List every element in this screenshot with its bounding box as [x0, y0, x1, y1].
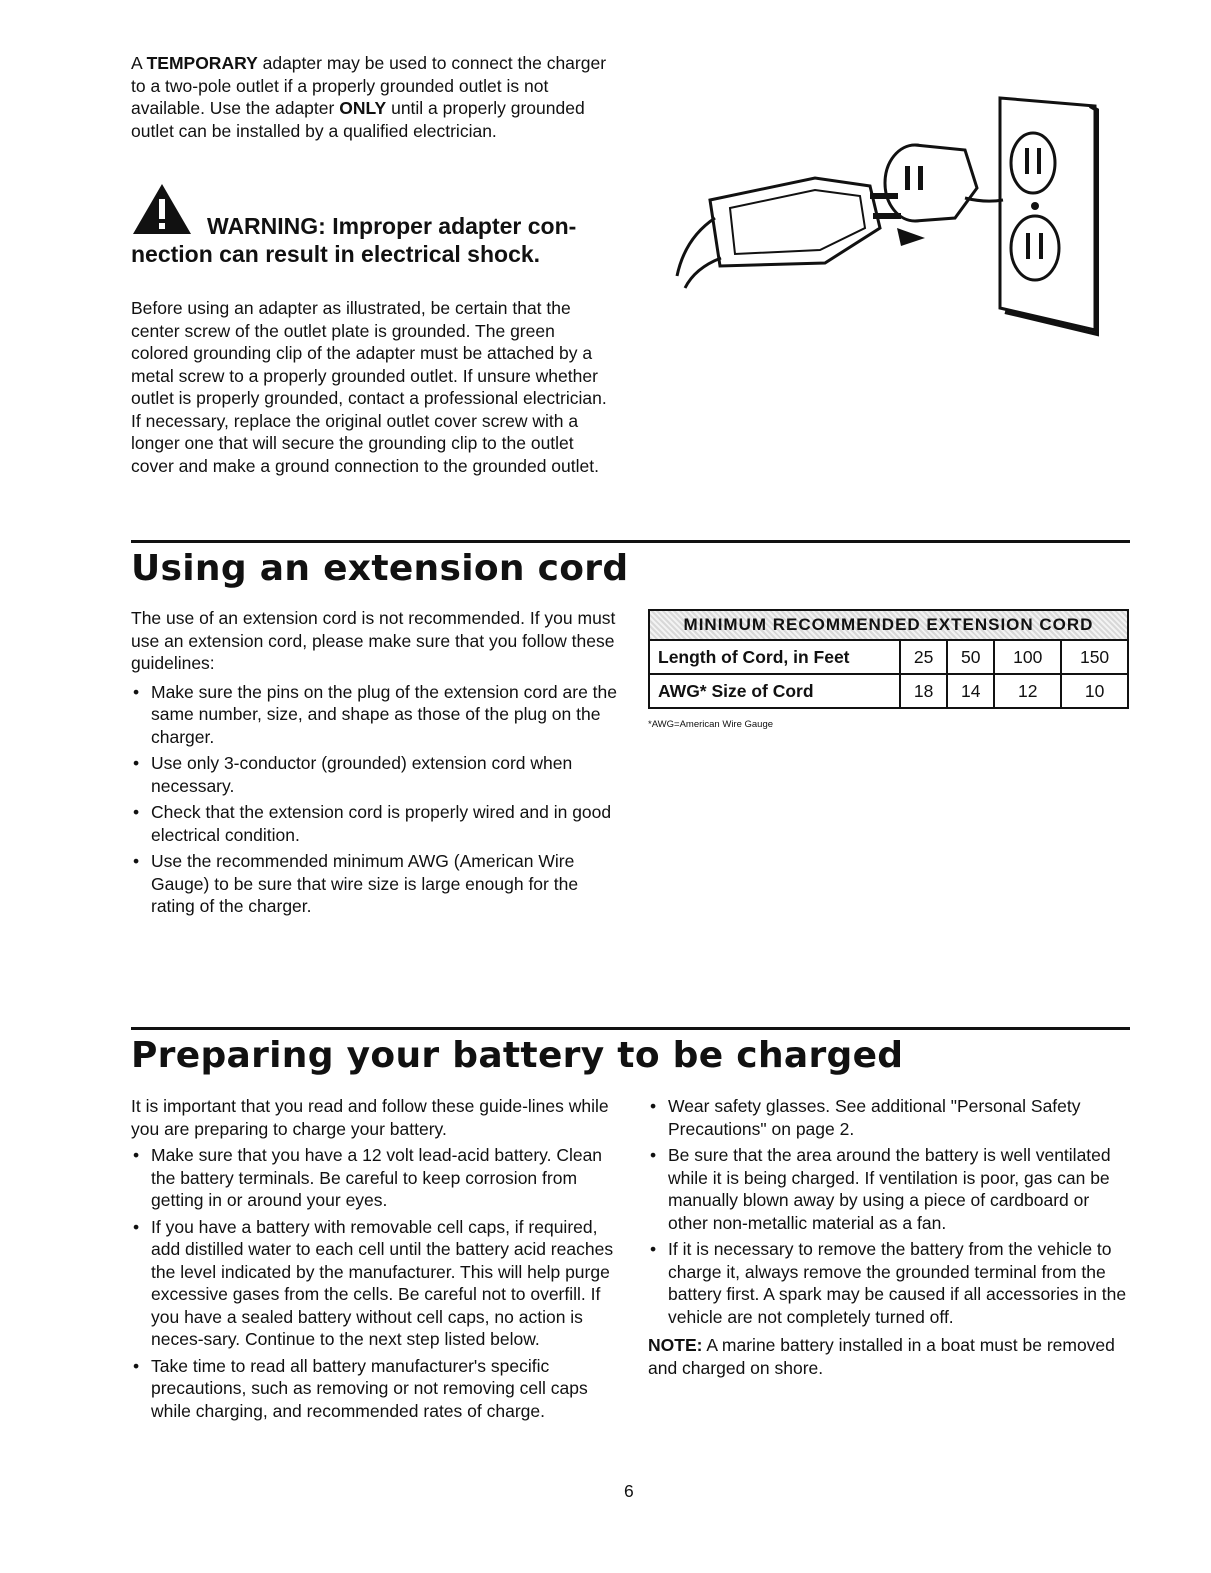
list-item: • Be sure that the area around the battery is well ventilated while it is being charged. If ventilation is poor, gas can be manually blown away by using a piece of cardboard or other non-metallic material as a fan. — [648, 1144, 1128, 1234]
section-divider — [131, 540, 1130, 543]
preparing-list-right — [648, 1095, 1128, 1328]
warning-triangle-icon — [131, 182, 193, 236]
list-item: • Wear safety glasses. See additional "Personal Safety Precautions" on page 2. — [648, 1095, 1128, 1140]
warning-text: WARNING: Improper adapter con-nection can result in electrical shock. — [131, 213, 577, 267]
table-cell: 12 — [994, 674, 1061, 708]
intro-post: until a properly grounded outlet can be installed by a qualified electrician. — [131, 98, 585, 141]
list-item: • Make sure that you have a 12 volt lead-acid battery. Clean the battery terminals. Be careful to keep corrosion from getting in or around your eyes. — [131, 1144, 616, 1212]
intro-pre: A — [131, 53, 147, 73]
list-item: • Take time to read all battery manufacturer's specific precautions, such as removing or not removing cell caps while charging, and recommended rates of charge. — [131, 1355, 616, 1423]
row-label-length: Length of Cord, in Feet — [649, 640, 900, 674]
note-text: A marine battery installed in a boat must be removed and charged on shore. — [648, 1335, 1115, 1378]
table-cell: 14 — [947, 674, 994, 708]
preparing-title: Preparing your battery to be charged — [131, 1035, 904, 1076]
page-number: 6 — [624, 1481, 634, 1501]
list-item: • If you have a battery with removable cell caps, if required, add distilled water to each cell until the battery acid reaches the level indicated by the manufacturer. This will help purge excessive gases from the cells. Be careful not to overfill. If you have a sealed battery without cell caps, no action is neces-sary. Continue to the next step listed below. — [131, 1216, 616, 1351]
extension-guidelines-list — [131, 681, 621, 918]
table-cell: 10 — [1061, 674, 1128, 708]
table-cell: 25 — [900, 640, 947, 674]
row-label-awg: AWG* Size of Cord — [649, 674, 900, 708]
list-item: • If it is necessary to remove the battery from the vehicle to charge it, always remove the grounded terminal from the battery first. A spark may be caused if all accessories in the vehicle are not completely turned off. — [648, 1238, 1128, 1328]
min-extension-cord-table — [648, 609, 1129, 709]
list-item: • Use the recommended minimum AWG (American Wire Gauge) to be sure that wire size is large enough for the rating of the charger. — [131, 850, 621, 918]
extension-title: Using an extension cord — [131, 548, 629, 589]
section-divider — [131, 1027, 1130, 1030]
extension-body — [131, 607, 621, 922]
list-item: • Check that the extension cord is properly wired and in good electrical condition. — [131, 801, 621, 846]
warning-block — [131, 180, 631, 268]
preparing-list-left — [131, 1144, 616, 1422]
temporary-emphasis: TEMPORARY — [146, 53, 258, 73]
note — [648, 1334, 1128, 1379]
table-row — [649, 640, 1128, 674]
table-row — [649, 674, 1128, 708]
table-footnote: *AWG=American Wire Gauge — [648, 719, 774, 730]
only-emphasis: ONLY — [339, 98, 387, 118]
table-cell: 18 — [900, 674, 947, 708]
table-header: MINIMUM RECOMMENDED EXTENSION CORD — [649, 610, 1128, 640]
cord-table-wrapper — [648, 609, 1129, 730]
list-item: • Use only 3-conductor (grounded) extension cord when necessary. — [131, 752, 621, 797]
preparing-left-column — [131, 1095, 616, 1426]
note-label: NOTE: — [648, 1335, 703, 1355]
preparing-intro: It is important that you read and follow these guide-lines while you are preparing to charge your battery. — [131, 1096, 609, 1139]
extension-intro: The use of an extension cord is not recommended. If you must use an extension cord, please make sure that you follow these guidelines: — [131, 608, 616, 673]
adapter-outlet-illustration — [665, 88, 1105, 338]
list-item: • Make sure the pins on the plug of the extension cord are the same number, size, and shape as those of the plug on the charger. — [131, 681, 621, 749]
preparing-right-column — [648, 1095, 1128, 1379]
table-cell: 100 — [994, 640, 1061, 674]
table-cell: 50 — [947, 640, 994, 674]
intro-mid: adapter may be used to connect the charger to a two-pole outlet if a properly grounded outlet is not available. Use the adapter — [131, 53, 607, 118]
table-cell: 150 — [1061, 640, 1128, 674]
adapter-intro — [131, 52, 621, 142]
adapter-instructions: Before using an adapter as illustrated, be certain that the center screw of the outlet plate is grounded. The green colored grounding clip of the adapter must be attached by a metal screw to a properly grounded outlet. If unsure whether outlet is properly grounded, contact a professional electrician. If necessary, replace the original outlet cover screw with a longer one that will secure the grounding clip to the outlet cover and make a ground connection to the grounded outlet. — [131, 298, 607, 476]
